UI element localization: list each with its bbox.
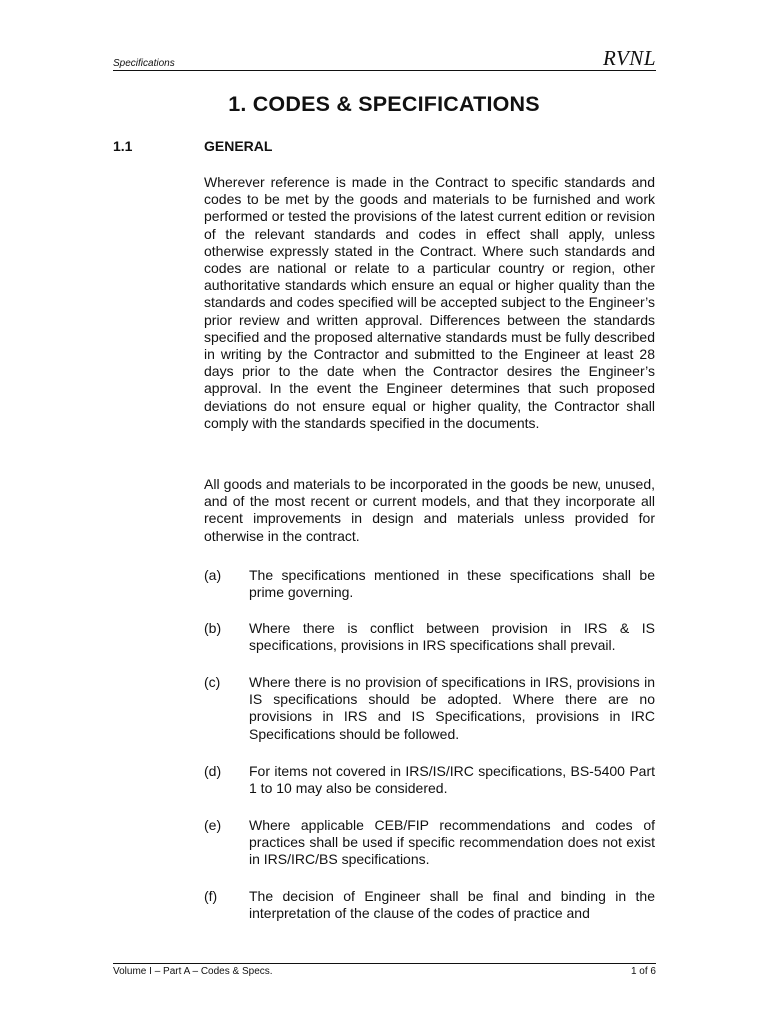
section-number: 1.1 — [113, 138, 133, 154]
list-item-label: (f) — [204, 888, 218, 904]
header-organization: RVNL — [603, 46, 656, 70]
list-item-text: Where there is no provision of specifications in IRS, provisions in IS specifications should be adopted. Where there are no provisions in IRS and IS Specifications, provisions in IRC Specifications should be followed. — [249, 674, 655, 742]
footer-page-number: 1 of 6 — [630, 966, 656, 977]
page-title: 1. CODES & SPECIFICATIONS — [228, 92, 540, 116]
list-item-label: (e) — [204, 817, 222, 833]
list-item-label: (b) — [204, 620, 222, 636]
header-rule — [113, 70, 656, 71]
list-item-text: Where there is conflict between provision in IRS & IS specifications, provisions in IRS specifications shall prevail. — [249, 620, 655, 654]
list-item-text: Where applicable CEB/FIP recommendations and codes of practices shall be used if specific recommendation does not exist in IRS/IRC/BS specifications. — [249, 817, 655, 868]
footer-rule — [113, 963, 656, 964]
list-item-label: (a) — [204, 567, 222, 583]
list-item-text: The decision of Engineer shall be final and binding in the interpretation of the clause of the codes of practice and — [249, 888, 655, 922]
paragraph-general: Wherever reference is made in the Contract to specific standards and codes to be met by the goods and materials to be furnished and work performed or tested the provisions of the latest current edition or revision of the relevant standards and codes in effect shall apply, unless otherwise expressly stated in the Contract. Where such standards and codes are national or relate to a particular country or region, other authoritative standards which ensure an equal or higher quality than the standards and codes specified will be accepted subject to the Engineer’s prior review and written approval. Differences between the standards specified and the proposed alternative standards must be fully described in writing by the Contractor and submitted to the Engineer at least 28 days prior to the date when the Contractor desires the Engineer’s approval. In the event the Engineer determines that such proposed deviations do not ensure equal or higher quality, the Contractor shall comply with the standards specified in the documents. — [204, 174, 655, 431]
section-heading: GENERAL — [204, 138, 273, 154]
list-item-label: (c) — [204, 674, 221, 690]
paragraph-goods-materials: All goods and materials to be incorporated in the goods be new, unused, and of the most recent or current models, and that they incorporate all recent improvements in design and materials unless provided for otherwise in the contract. — [204, 476, 655, 544]
header-document-type: Specifications — [113, 58, 175, 69]
list-item-label: (d) — [204, 763, 222, 779]
footer-volume-label: Volume I – Part A – Codes & Specs. — [113, 966, 273, 977]
list-item-text: For items not covered in IRS/IS/IRC specifications, BS-5400 Part 1 to 10 may also be considered. — [249, 763, 655, 797]
list-item-text: The specifications mentioned in these specifications shall be prime governing. — [249, 567, 655, 601]
